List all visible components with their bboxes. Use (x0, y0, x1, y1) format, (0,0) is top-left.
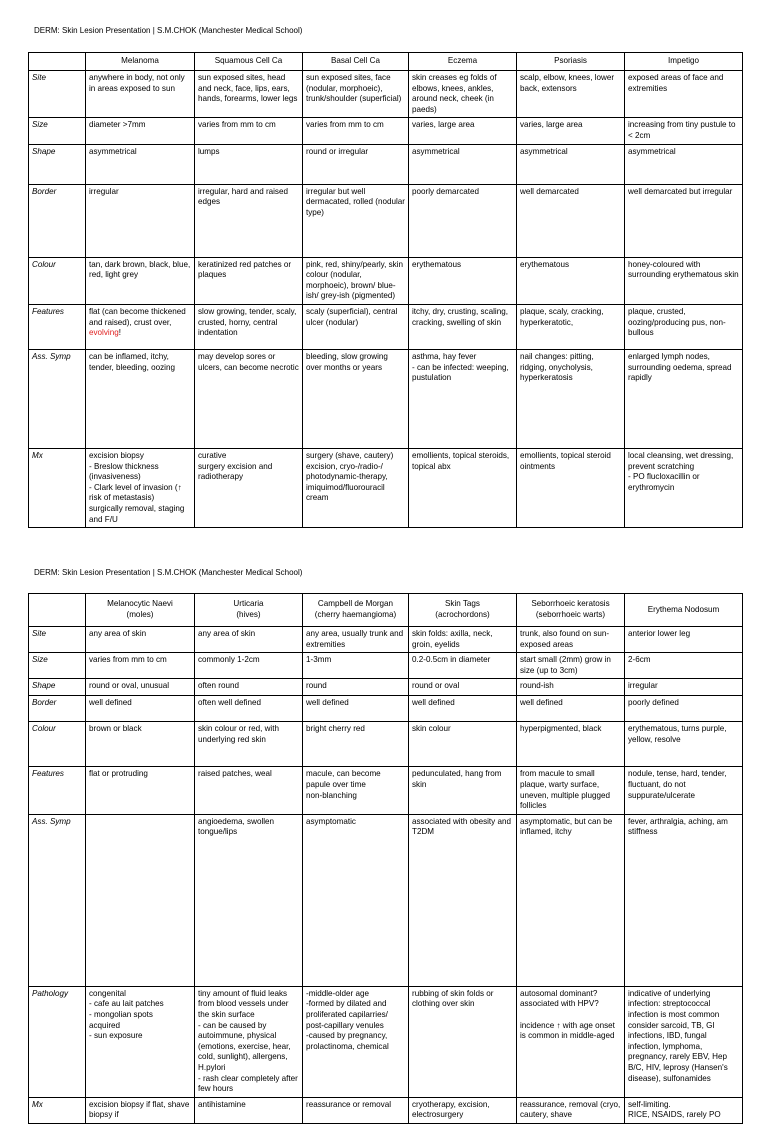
row-label: Site (29, 71, 86, 118)
table-row-size (29, 118, 743, 144)
cell-line: asthma, hay fever (412, 351, 477, 361)
table-cell: sun exposed sites, face (nodular, morphoeic), trunk/shoulder (superficial) (303, 71, 409, 118)
table-cell: irregular (86, 184, 195, 257)
row-label: Mx (29, 448, 86, 527)
cell-line: incidence ↑ with age onset is common in middle-aged (520, 1020, 615, 1041)
cell-line: surgically removal, staging and F/U (89, 503, 185, 524)
table-cell: 1-3mm (303, 653, 409, 679)
table-cell: well defined (86, 696, 195, 722)
table-cell: nodule, tense, hard, tender, fluctuant, do not suppurate/ulcerate (625, 767, 743, 814)
cell-line: consider sarcoid, TB, GI infections, IBD, fungal infection, lymphoma, pregnancy, rarely EBV, Hep B/C, HIV, leprosy (Hansen's disease), sulfonamides (628, 1020, 728, 1083)
row-label: Ass. Symp (29, 349, 86, 448)
table-cell: skin creases eg folds of elbows, knees, ankles, around neck, cheek (in paeds) (409, 71, 517, 118)
table-cell: anterior lower leg (625, 627, 743, 653)
table-cell: surgery (shave, cautery) excision, cryo-/radio-/ photodynamic-therapy, imiquimod/fluorouracil cream (303, 448, 409, 527)
table-cell: 2-6cm (625, 653, 743, 679)
table-cell: pedunculated, hang from skin (409, 767, 517, 814)
page-header: DERM: Skin Lesion Presentation | S.M.CHOK (Manchester Medical School) (34, 26, 303, 35)
column-header (195, 594, 303, 627)
column-header: Melanoma (86, 53, 195, 71)
table-cell: flat (can become thickened and raised), crust over, evolving! (86, 304, 195, 349)
column-header (409, 594, 517, 627)
table-cell: often round (195, 679, 303, 696)
table-cell: varies from mm to cm (303, 118, 409, 144)
table-cell: emollients, topical steroids, topical abx (409, 448, 517, 527)
table-cell: skin colour or red, with underlying red skin (195, 722, 303, 767)
table-cell: trunk, also found on sun-exposed areas (517, 627, 625, 653)
comparison-table-2 (28, 593, 743, 1124)
table-cell: cryotherapy, excision, electrosurgery (409, 1097, 517, 1123)
table-cell: rubbing of skin folds or clothing over skin (409, 986, 517, 1097)
table-cell: erythematous (409, 257, 517, 304)
table-cell: itchy, dry, crusting, scaling, cracking, swelling of skin (409, 304, 517, 349)
table-cell: irregular but well dermacated, rolled (nodular type) (303, 184, 409, 257)
table-cell: any area of skin (86, 627, 195, 653)
cell-line: - sun exposure (89, 1031, 143, 1041)
table-cell (409, 349, 517, 448)
table-cell: raised patches, weal (195, 767, 303, 814)
comparison-table-1 (28, 52, 743, 528)
table-cell: asymmetrical (409, 144, 517, 184)
table-cell: nail changes: pitting, ridging, onycholysis, hyperkeratosis (517, 349, 625, 448)
table-cell: well defined (409, 696, 517, 722)
corner-cell (29, 594, 86, 627)
table-cell (86, 448, 195, 527)
table-cell: diameter >7mm (86, 118, 195, 144)
table-cell: tan, dark brown, black, blue, red, light grey (86, 257, 195, 304)
table-cell: varies, large area (409, 118, 517, 144)
table-cell: flat or protruding (86, 767, 195, 814)
column-header (86, 594, 195, 627)
column-header (303, 594, 409, 627)
table-cell: asymmetrical (517, 144, 625, 184)
table-cell: fever, arthralgia, aching, am stiffness (625, 814, 743, 986)
cell-line: local cleansing, wet dressing, prevent scratching (628, 450, 734, 471)
cell-line: -caused by pregnancy, prolactinoma, chemical (306, 1031, 389, 1051)
table-cell: emollients, topical steroid ointments (517, 448, 625, 527)
table-cell (625, 448, 743, 527)
table-row-site (29, 71, 743, 118)
table-cell: round-ish (517, 679, 625, 696)
table-cell: sun exposed sites, head and neck, face, lips, ears, hands, forearms, lower legs (195, 71, 303, 118)
table-cell: asymptomatic (303, 814, 409, 986)
table-cell: associated with obesity and T2DM (409, 814, 517, 986)
row-label: Size (29, 118, 86, 144)
cell-line: - can be infected: weeping, pustulation (412, 362, 509, 383)
cell-line (520, 1010, 621, 1021)
table-row-mx (29, 448, 743, 527)
column-title: Skin Tags (445, 599, 480, 609)
table-cell: varies from mm to cm (86, 653, 195, 679)
table-cell: varies, large area (517, 118, 625, 144)
table-cell: plaque, scaly, cracking, hyperkeratotic, (517, 304, 625, 349)
table-cell (303, 767, 409, 814)
table-cell: reassurance or removal (303, 1097, 409, 1123)
table-cell: round or oval, unusual (86, 679, 195, 696)
table-row-shape (29, 144, 743, 184)
table-row-border (29, 696, 743, 722)
table-cell: often well defined (195, 696, 303, 722)
table-cell: scaly (superficial), central ulcer (nodular) (303, 304, 409, 349)
column-header (625, 594, 743, 627)
cell-line: tiny amount of fluid leaks from blood vessels under the skin surface (198, 988, 289, 1019)
cell-line: - cafe au lait patches (89, 999, 164, 1009)
cell-line: -middle-older age (306, 988, 369, 998)
table-cell (303, 986, 409, 1097)
table-cell: irregular (625, 679, 743, 696)
table-cell: exposed areas of face and extremities (625, 71, 743, 118)
table-cell (625, 1097, 743, 1123)
table-cell: commonly 1-2cm (195, 653, 303, 679)
table-cell: antihistamine (195, 1097, 303, 1123)
cell-line: macule, can become papule over time (306, 769, 381, 789)
table-header-row (29, 594, 743, 627)
row-label: Features (29, 304, 86, 349)
table-cell: round (303, 679, 409, 696)
table-cell: from macule to small plaque, warty surface, uneven, multiple plugged follicles (517, 767, 625, 814)
table-cell: poorly defined (625, 696, 743, 722)
highlight-word: evolving (89, 328, 119, 338)
table-cell: anywhere in body, not only in areas exposed to sun (86, 71, 195, 118)
table-cell: erythematous (517, 257, 625, 304)
table-cell: round or oval (409, 679, 517, 696)
table-cell: scalp, elbow, knees, lower back, extensors (517, 71, 625, 118)
table-cell: lumps (195, 144, 303, 184)
page-header: DERM: Skin Lesion Presentation | S.M.CHOK (Manchester Medical School) (34, 568, 303, 577)
row-label: Features (29, 767, 86, 814)
cell-line: acquired (89, 1020, 121, 1030)
table-cell (625, 986, 743, 1097)
table-cell: plaque, crusted, oozing/producing pus, non-bullous (625, 304, 743, 349)
table-cell: poorly demarcated (409, 184, 517, 257)
cell-line: non-blanching (306, 790, 357, 800)
cell-line: self-limiting. (628, 1099, 671, 1109)
table-row-site (29, 627, 743, 653)
table-cell (195, 448, 303, 527)
column-header: Psoriasis (517, 53, 625, 71)
table-cell: may develop sores or ulcers, can become necrotic (195, 349, 303, 448)
table-cell: honey-coloured with surrounding erythematous skin (625, 257, 743, 304)
row-label: Pathology (29, 986, 86, 1097)
column-subtitle: (seborrhoeic warts) (535, 610, 606, 619)
table-cell: well defined (517, 696, 625, 722)
table-cell: skin colour (409, 722, 517, 767)
table-row-ass-symp (29, 349, 743, 448)
table-row-colour (29, 257, 743, 304)
column-title: Campbell de Morgan (317, 599, 394, 609)
column-header (517, 594, 625, 627)
cell-line: - PO flucloxacillin or erythromycin (628, 472, 700, 492)
column-subtitle: (acrochordons) (435, 610, 490, 619)
column-title: Seborrhoeic keratosis (531, 599, 610, 609)
cell-line: curative (198, 450, 227, 460)
column-header: Impetigo (625, 53, 743, 71)
cell-line: - Clark level of invasion (↑ risk of metastasis) (89, 482, 182, 503)
column-header: Eczema (409, 53, 517, 71)
table-cell: increasing from tiny pustule to < 2cm (625, 118, 743, 144)
cell-line: indicative of underlying infection: streptococcal infection is most common (628, 988, 720, 1019)
row-label: Mx (29, 1097, 86, 1123)
row-label: Shape (29, 679, 86, 696)
row-label: Border (29, 184, 86, 257)
table-row-shape (29, 679, 743, 696)
table-row-features (29, 767, 743, 814)
table-cell (86, 814, 195, 986)
column-header: Squamous Cell Ca (195, 53, 303, 71)
cell-line: surgery excision and radiotherapy (198, 461, 273, 482)
column-subtitle: (cherry haemangioma) (314, 610, 397, 619)
table-cell: enlarged lymph nodes, surrounding oedema, spread rapidly (625, 349, 743, 448)
table-cell: pink, red, shiny/pearly, skin colour (nodular, morphoeic), brown/ blue-ish/ grey-ish (pigmented) (303, 257, 409, 304)
table-cell: skin folds: axilla, neck, groin, eyelids (409, 627, 517, 653)
row-label: Site (29, 627, 86, 653)
table-cell (517, 986, 625, 1097)
table-cell: start small (2mm) grow in size (up to 3cm) (517, 653, 625, 679)
table-cell: well defined (303, 696, 409, 722)
row-label: Border (29, 696, 86, 722)
table-cell: brown or black (86, 722, 195, 767)
table-cell: erythematous, turns purple, yellow, resolve (625, 722, 743, 767)
table-cell: bright cherry red (303, 722, 409, 767)
table-row-mx (29, 1097, 743, 1123)
table-cell: keratinized red patches or plaques (195, 257, 303, 304)
table-cell (195, 986, 303, 1097)
row-label: Ass. Symp (29, 814, 86, 986)
table-cell: any area of skin (195, 627, 303, 653)
cell-line: - Breslow thickness (invasiveness) (89, 461, 159, 482)
table-row-ass-symp (29, 814, 743, 986)
table-cell: asymmetrical (625, 144, 743, 184)
cell-line: - rash clear completely after few hours (198, 1073, 298, 1094)
table-cell: hyperpigmented, black (517, 722, 625, 767)
table-cell: can be inflamed, itchy, tender, bleeding, oozing (86, 349, 195, 448)
table-cell: excision biopsy if flat, shave biopsy if (86, 1097, 195, 1123)
cell-line: congenital (89, 988, 126, 998)
table-cell: 0.2-0.5cm in diameter (409, 653, 517, 679)
table-cell: asymptomatic, but can be inflamed, itchy (517, 814, 625, 986)
table-cell: angioedema, swollen tongue/lips (195, 814, 303, 986)
column-header: Basal Cell Ca (303, 53, 409, 71)
cell-line: - mongolian spots (89, 1009, 153, 1019)
column-title: Erythema Nodosum (647, 604, 720, 614)
table-cell: well demarcated but irregular (625, 184, 743, 257)
table-row-features (29, 304, 743, 349)
cell-line: RICE, NSAIDS, rarely PO (628, 1110, 721, 1120)
column-subtitle: (hives) (236, 610, 261, 619)
table-cell (86, 986, 195, 1097)
table-row-size (29, 653, 743, 679)
cell-line: autosomal dominant? associated with HPV? (520, 988, 599, 1009)
cell-line: - can be caused by autoimmune, physical (emotions, exercise, hear, cold, sunlight), allergens, H.pylori (198, 1020, 291, 1072)
cell-line: excision biopsy (89, 450, 144, 460)
row-label: Colour (29, 257, 86, 304)
row-label: Shape (29, 144, 86, 184)
table-row-pathology (29, 986, 743, 1097)
column-title: Urticaria (233, 599, 264, 609)
table-row-colour (29, 722, 743, 767)
table-cell: slow growing, tender, scaly, crusted, horny, central indentation (195, 304, 303, 349)
table-cell: round or irregular (303, 144, 409, 184)
column-subtitle: (moles) (126, 610, 154, 619)
table-cell: bleeding, slow growing over months or years (303, 349, 409, 448)
table-cell: well demarcated (517, 184, 625, 257)
highlight-suffix: ! (118, 328, 121, 338)
table-cell: irregular, hard and raised edges (195, 184, 303, 257)
table-cell: asymmetrical (86, 144, 195, 184)
table-header-row (29, 53, 743, 71)
table-row-border (29, 184, 743, 257)
table-cell: varies from mm to cm (195, 118, 303, 144)
cell-line: -formed by dilated and proliferated capilarries/ post-capillary venules (306, 999, 388, 1030)
row-label: Colour (29, 722, 86, 767)
column-title: Melanocytic Naevi (107, 599, 173, 609)
table-cell: any area, usually trunk and extremities (303, 627, 409, 653)
corner-cell (29, 53, 86, 71)
table-cell: reassurance, removal (cryo, cautery, shave (517, 1097, 625, 1123)
row-label: Size (29, 653, 86, 679)
